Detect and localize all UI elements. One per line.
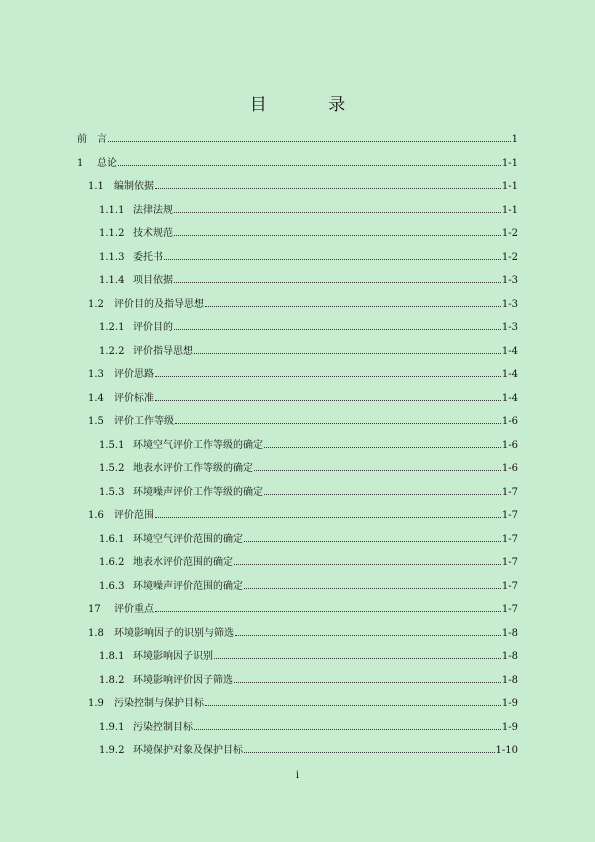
toc-entry-title: 环境保护对象及保护目标 <box>133 745 243 756</box>
toc-entry-number: 1.2.1 <box>99 322 125 333</box>
table-of-contents <box>0 128 595 788</box>
toc-entry-page: 1-4 <box>501 345 518 357</box>
toc-entry-title: 环境噪声评价工作等级的确定 <box>133 486 263 498</box>
toc-entry-title: 地表水评价工作等级的确定 <box>133 463 253 474</box>
toc-entry-title: 法律法规 <box>133 204 173 216</box>
toc-entry-number: 1.5.3 <box>99 486 125 498</box>
toc-leader-dots <box>175 422 501 424</box>
toc-leader-dots <box>205 704 501 706</box>
toc-entry-title: 环境空气评价工作等级的确定 <box>133 439 263 451</box>
toc-entry-number: 1.9.1 <box>99 721 125 733</box>
toc-entry-number: 1.9 <box>88 698 104 709</box>
toc-entry[interactable] <box>99 224 518 244</box>
toc-leader-dots <box>174 328 501 330</box>
toc-entry-number: 1.1 <box>88 181 104 192</box>
toc-entry-number: 1.3 <box>88 369 104 380</box>
toc-entry-number: 1.8.1 <box>99 651 125 662</box>
toc-entry-page: 1-4 <box>501 392 518 404</box>
toc-leader-dots <box>264 446 501 448</box>
toc-leader-dots <box>194 728 501 730</box>
toc-leader-dots <box>235 634 501 636</box>
toc-entry-number: 1.8.2 <box>99 674 125 686</box>
toc-entry[interactable] <box>77 154 518 174</box>
toc-leader-dots <box>118 164 501 166</box>
toc-leader-dots <box>254 469 501 471</box>
toc-entry[interactable] <box>88 600 518 620</box>
toc-entry-page: 1-1 <box>501 181 518 192</box>
toc-entry[interactable] <box>88 694 518 714</box>
toc-entry-page: 1-9 <box>501 721 518 733</box>
toc-entry-title: 环境影响因子识别 <box>133 651 213 662</box>
toc-entry-number: 1.6.3 <box>99 580 125 592</box>
toc-leader-dots <box>174 234 501 236</box>
toc-entry[interactable] <box>99 436 518 456</box>
toc-entry-page: 1-7 <box>501 533 518 545</box>
toc-leader-dots <box>155 610 501 612</box>
toc-entry[interactable] <box>99 483 518 503</box>
toc-entry-page: 1-7 <box>501 557 518 568</box>
toc-entry-page: 1-6 <box>501 439 518 451</box>
toc-leader-dots <box>234 681 501 683</box>
toc-entry-title: 污染控制与保护目标 <box>114 698 204 709</box>
toc-entry[interactable] <box>88 624 518 644</box>
toc-entry-number: 1.5.1 <box>99 439 125 451</box>
toc-entry-number: 1.8 <box>88 627 104 639</box>
toc-entry-title: 评价工作等级 <box>114 416 174 427</box>
toc-entry-number: 1.1.2 <box>99 228 125 239</box>
toc-entry[interactable] <box>99 201 518 221</box>
toc-entry-page: 1-7 <box>501 580 518 592</box>
toc-entry-page: 1-1 <box>501 157 518 169</box>
toc-entry-title: 言 <box>97 134 107 145</box>
toc-leader-dots <box>108 140 511 142</box>
toc-entry-number: 1 <box>77 157 84 169</box>
toc-leader-dots <box>155 187 501 189</box>
toc-leader-dots <box>205 305 501 307</box>
toc-entry-title: 环境噪声评价范围的确定 <box>133 580 243 592</box>
toc-entry-number: 1.1.4 <box>99 275 125 286</box>
toc-entry-page: 1-6 <box>501 416 518 427</box>
toc-entry-number: 1.5.2 <box>99 463 125 474</box>
toc-entry[interactable] <box>99 271 518 291</box>
toc-leader-dots <box>244 751 495 753</box>
toc-title: 目 录 <box>249 95 374 115</box>
toc-leader-dots <box>174 281 501 283</box>
toc-entry[interactable] <box>88 389 518 409</box>
toc-entry-title: 地表水评价范围的确定 <box>133 557 233 568</box>
toc-entry-page: 1-4 <box>501 369 518 380</box>
toc-entry-title: 评价目的 <box>133 322 173 333</box>
toc-entry-page: 1 <box>511 134 518 145</box>
toc-entry-title: 评价标准 <box>114 392 154 404</box>
toc-entry-number: 1.6 <box>88 510 104 521</box>
toc-entry-page: 1-8 <box>501 674 518 686</box>
toc-entry-page: 1-7 <box>501 486 518 498</box>
toc-entry[interactable] <box>99 647 518 667</box>
toc-entry-page: 1-2 <box>501 228 518 239</box>
toc-entry-page: 1-7 <box>501 604 518 615</box>
toc-entry[interactable] <box>99 248 518 268</box>
toc-entry-number: 1.5 <box>88 416 104 427</box>
toc-entry-page: 1-10 <box>495 745 518 756</box>
toc-entry[interactable] <box>99 741 518 761</box>
toc-leader-dots <box>155 375 501 377</box>
toc-entry-number: 1.2.2 <box>99 345 125 357</box>
toc-leader-dots <box>234 563 501 565</box>
page-number: i <box>295 770 300 781</box>
toc-entry[interactable] <box>99 553 518 573</box>
toc-entry-page: 1-2 <box>501 251 518 263</box>
toc-entry[interactable] <box>99 577 518 597</box>
toc-entry-page: 1-9 <box>501 698 518 709</box>
toc-entry-number: 17 <box>88 604 101 615</box>
toc-leader-dots <box>244 540 501 542</box>
toc-entry-page: 1-1 <box>501 204 518 216</box>
toc-entry-page: 1-6 <box>501 463 518 474</box>
toc-entry-number: 1.6.2 <box>99 557 125 568</box>
toc-entry-title: 环境影响评价因子筛选 <box>133 674 233 686</box>
toc-entry-page: 1-7 <box>501 510 518 521</box>
toc-entry[interactable] <box>99 530 518 550</box>
toc-entry-title: 总论 <box>97 157 117 169</box>
toc-leader-dots <box>155 516 501 518</box>
toc-entry[interactable] <box>99 342 518 362</box>
toc-entry-number: 1.9.2 <box>99 745 125 756</box>
toc-entry-number: 1.4 <box>88 392 104 404</box>
toc-entry-title: 评价范围 <box>114 510 154 521</box>
toc-entry-title: 污染控制目标 <box>133 721 193 733</box>
toc-leader-dots <box>174 211 501 213</box>
toc-entry-page: 1-3 <box>501 298 518 310</box>
toc-entry-number: 1.1.3 <box>99 251 125 263</box>
toc-leader-dots <box>264 493 501 495</box>
toc-leader-dots <box>244 587 501 589</box>
toc-entry[interactable] <box>88 295 518 315</box>
toc-entry[interactable] <box>99 671 518 691</box>
toc-entry[interactable] <box>88 506 518 526</box>
toc-entry-number: 1.1.1 <box>99 204 125 216</box>
toc-entry-title: 评价指导思想 <box>133 345 193 357</box>
toc-entry[interactable] <box>88 412 518 432</box>
toc-entry-title: 环境空气评价范围的确定 <box>133 533 243 545</box>
toc-entry-title: 委托书 <box>133 251 163 263</box>
toc-entry-title: 环境影响因子的识别与筛选 <box>114 627 234 639</box>
toc-entry-title: 项目依据 <box>133 275 173 286</box>
toc-entry[interactable] <box>99 318 518 338</box>
toc-entry-title: 评价重点 <box>114 604 154 615</box>
toc-leader-dots <box>194 352 501 354</box>
toc-entry[interactable] <box>88 365 518 385</box>
toc-entry[interactable] <box>99 718 518 738</box>
toc-entry[interactable] <box>99 459 518 479</box>
toc-entry-title: 评价目的及指导思想 <box>114 298 204 310</box>
toc-entry[interactable] <box>88 177 518 197</box>
toc-entry-number: 1.2 <box>88 298 104 310</box>
toc-entry-title: 编制依据 <box>114 181 154 192</box>
toc-entry-number: 前 <box>77 134 87 145</box>
toc-entry[interactable] <box>77 130 518 150</box>
toc-entry-number: 1.6.1 <box>99 533 125 545</box>
toc-entry-title: 评价思路 <box>114 369 154 380</box>
toc-entry-page: 1-8 <box>501 651 518 662</box>
toc-leader-dots <box>214 657 501 659</box>
toc-leader-dots <box>155 399 501 401</box>
toc-entry-page: 1-3 <box>501 275 518 286</box>
toc-leader-dots <box>164 258 501 260</box>
toc-entry-page: 1-8 <box>501 627 518 639</box>
toc-entry-page: 1-3 <box>501 322 518 333</box>
toc-entry-title: 技术规范 <box>133 228 173 239</box>
